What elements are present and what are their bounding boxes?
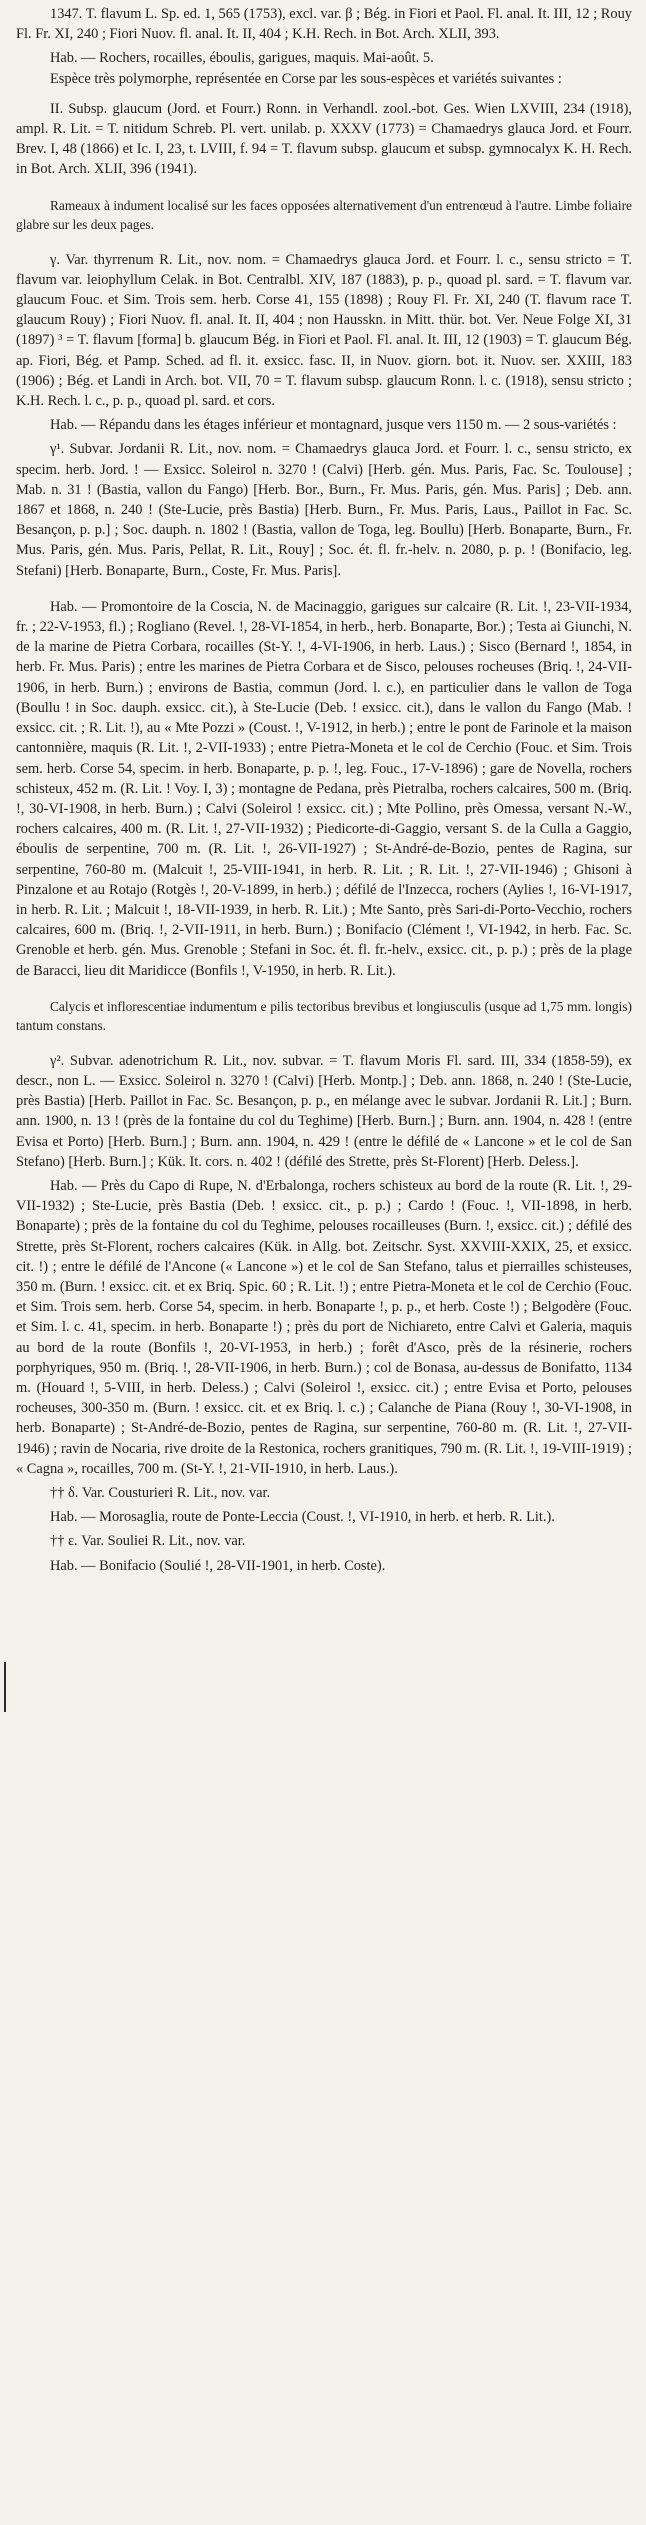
entry-1347-heading: 1347. T. flavum L. Sp. ed. 1, 565 (1753), excl. var. β ; Bég. in Fiori et Paol. Fl. anal. It. III, 12 ; Rouy Fl. Fr. XI, 240 ; Fiori Nuov. fl. anal. It. II, 404 ; K.H. Rech. in Bot. Arch. XLII, 393. — [16, 6, 632, 43]
subvar-adenotrichum-habitat: Hab. — Près du Capo di Rupe, N. d'Erbalonga, rochers schisteux au bord de la route (R. Lit. !, 29-VII-1932) ; Ste-Lucie, près Bastia (Deb. ! exsicc. cit., p. p.) ; Cardo ! (Fouc. !, VII-1898, in herb. Bonaparte) ; près de la fontaine du col du Teghime, pelouses rocailleuses (Burn. !, exsicc. cit.) ; défilé des Strette, près St-Florent, rochers calcaires (Kük. in Allg. bot. Zeitschr. Syst. XXVIII-XXIX, 25, et exsicc. cit. !) ; entre le défilé de l'Ancone (« Lancone ») et le col de San Stefano, talus et pierrailles schisteuses, 350 m. (Burn. ! exsicc. cit. et ex Briq. Spic. 60 ; R. Lit. !) ; entre Pietra-Moneta et le col de Cerchio (Fouc. et Sim. Trois sem. herb. Corse 54, specim. in herb. Bonaparte !, p. p., et herb. Coste !) ; Belgodère (Fouc. et Sim. l. c. 41, specim. in herb. Bonaparte !) ; près du port de Nichiareto, entre Calvi et Galeria, maquis au bord de la route (Bonfils !, 20-VI-1953, in herb.) ; forêt d'Asco, près de la résinerie, rochers porphyriques, 950 m. (Briq. !, 28-VII-1906, in herb. Burn.) ; col de Bonasa, au-dessus de Bonifatto, 1134 m. (Houard !, 5-VIII, in herb. Deless.) ; Calvi (Soleirol !, exsicc. cit.) ; entre Evisa et Porto, pelouses rocheuses, 300-350 m. (Burn. ! exsicc. cit. et ex Briq. l. c.) ; Calanche de Piana (Rouy !, 30-VI-1908, in herb. Bonaparte) ; St-André-de-Bozio, pentes de Ragina, sur serpentine, 760-80 m. (R. Lit. !, 27-VII-1946) ; ravin de Nocaria, rive droite de la Restonica, rochers granitiques, 790 m. (R. Lit. !, 19-VIII-1919) ; « Cagna », rocailles, 700 m. (St-Y. !, 21-VII-1910, in herb. Laus.). — [16, 1177, 632, 1477]
rameaux-description: Rameaux à indument localisé sur les faces opposées alternativement d'un entrenœud à l'autre. Limbe foliaire glabre sur les deux pages. — [16, 197, 632, 232]
var-thyrrenum: γ. Var. thyrrenum R. Lit., nov. nom. = Chamaedrys glauca Jord. et Fourr. l. c., sensu stricto = T. flavum var. leiophyllum Celak. in Bot. Centralbl. XIV, 187 (1883), p. p., quoad pl. sard. = T. flavum var. glaucum Fouc. et Sim. Trois sem. herb. Corse 41, 155 (1898) ; Rouy Fl. Fr. XI, 240 (T. flavum race T. glaucum Rouy) ; Fiori Nuov. fl. anal. It. II, 404 ; non Hausskn. in Mitt. thür. bot. Ver. Neue Folge XI, 31 (1897) ³ = T. flavum [forma] b. glaucum Bég. in Fiori et Paol. Fl. anal. It. III, 12 (1903) = T. glaucum Bég. ap. Fiori, Bég. et Pamp. Sched. ad fl. it. exsicc. fasc. II, in Nuov. giorn. bot. it. Nuov. ser. XXIII, 183 (1906) ; Bég. et Landi in Arch. bot. VII, 70 = T. flavum subsp. glaucum Ronn. l. c. (1918), sensu stricto ; K.H. Rech. l. c., p. p., quoad pl. sard. et cors. — [16, 251, 632, 410]
var-souliei: †† ε. Var. Souliei R. Lit., nov. var. — [50, 1533, 246, 1550]
subvar-jordanii: γ¹. Subvar. Jordanii R. Lit., nov. nom. = Chamaedrys glauca Jord. et Fourr. l. c., sensu stricto, ex specim. herb. Jord. ! — Exsicc. Soleirol n. 3270 ! (Calvi) [Herb. gén. Mus. Paris, Fac. Sc. Toulouse] ; Mab. n. 31 ! (Bastia, vallon du Fango) [Herb. Bor., Burn., Fr. Mus. Paris, gén. Mus. Paris] ; Deb. ann. 1867 et 1868, n. 240 ! (Ste-Lucie, près Bastia) [Herb. Burn., Fr. Mus. Paris, Laus., Paillot in Fac. Sc. Besançon, p. p.] ; Soc. dauph. n. 1802 ! (Bastia, vallon de Toga, leg. Boullu) [Herb. Bonaparte, Burn., Fr. Mus. Paris, gén. Mus. Paris, Pellat, R. Lit., Rouy] ; Soc. ét. fl. fr.-helv. n. 2080, p. p. ! (Bonifacio, leg. Stefani) [Herb. Bonaparte, Burn., Coste, Fr. Mus. Paris]. — [16, 441, 632, 579]
var-cousturieri: †† δ. Var. Cousturieri R. Lit., nov. var. — [50, 1485, 271, 1501]
subsp-glaucum: II. Subsp. glaucum (Jord. et Fourr.) Ronn. in Verhandl. zool.-bot. Ges. Wien LXVIII, 234 (1918), ampl. R. Lit. = T. nitidum Schreb. Pl. vert. unilab. p. XXXV (1773) = Chamaedrys glauca Jord. et Fourr. Brev. I, 48 (1866) et Ic. I, 23, t. LVIII, f. 94 = T. flavum subsp. glaucum et subsp. gymnocalyx K. H. Rech. in Bot. Arch. XLII, 396 (1941). — [16, 100, 632, 178]
calycis-description: Calycis et inflorescentiae indumentum e pilis tectoribus brevibus et longiusculis (usque ad 1,75 mm. longis) tantum constans. — [16, 998, 632, 1033]
subvar-jordanii-habitat: Hab. — Promontoire de la Coscia, N. de Macinaggio, garigues sur calcaire (R. Lit. !, 23-VII-1934, fr. ; 22-V-1953, fl.) ; Rogliano (Revel. !, 28-VI-1854, in herb., herb. Bonaparte, Bor.) ; Testa ai Giunchi, N. de la marine de Pietra Corbara, rocailles (St-Y. !, 4-VI-1906, in herb. Laus.) ; Sisco (Bernard !, 1854, in herb. Fr. Mus. Paris) ; entre les marines de Pietra Corbara et de Sisco, pelouses rocheuses (Briq. !, 24-VII-1906, in herb. Burn.) ; environs de Bastia, commun (Jord. l. c.), en particulier dans le vallon de Toga (Boullu ! in Soc. dauph. exsicc. cit.), à Ste-Lucie (Deb. ! exsicc. cit.), dans le vallon du Fango (Mab. ! exsicc. cit. ; R. Lit. !), au « Mte Pozzi » (Coust. !, V-1912, in herb.) ; entre le pont de Farinole et la maison cantonnière, maquis (R. Lit. !, 2-VII-1933) ; entre Pietra-Moneta et le col de Cerchio (Fouc. et Sim. Trois sem. herb. Corse 54, specim. in herb. Bonaparte, p. p. !, leg. Fouc., 17-V-1896) ; gare de Novella, rochers schisteux, 452 m. (R. Lit. ! Voy. I, 3) ; montagne de Pedana, près Pietralba, rochers calcaires, 500 m. (Briq. !, 30-VI-1908, in herb. Burn.) ; Calvi (Soleirol ! exsicc. cit.) ; Mte Pollino, près Omessa, versant N.-W., rochers calcaires, 400 m. (R. Lit. !, 27-VII-1932) ; Piedicorte-di-Gaggio, versant S. de la Culla a Gaggio, éboulis de serpentine, 700 m. (R. Lit. !, 26-VII-1927) ; St-André-de-Bozio, pentes de Ragina, sur serpentine, 760-80 m. (Malcuit !, 25-VIII-1941, in herb. R. Lit. ; R. Lit. !, 27-VII-1946) ; Ghisoni à Pinzalone et au Rotajo (Rotgès !, 20-V-1899, in herb.) ; défilé de l'Inzecca, rochers (Aylies !, 16-VI-1917, in herb. R. Lit. ; Malcuit !, 18-VII-1939, in herb. R. Lit.) ; Mte Santo, près Sari-di-Porto-Vecchio, rochers calcaires, 600 m. (Briq. !, 2-VII-1911, in herb. Burn.) ; Bonifacio (Clément !, VI-1942, in herb. Fac. Sc. Grenoble et herb. gén. Mus. Grenoble ; Stefani in Soc. ét. fl. fr.-helv., exsicc. cit., p. p.) ; près de la plage de Baracci, lieu dit Maridicce (Bonfils !, V-1950, in herb. R. Lit.). — [16, 598, 632, 979]
var-cousturieri-habitat: Hab. — Morosaglia, route de Ponte-Leccia (Coust. !, VI-1910, in herb. et herb. R. Lit.). — [50, 1509, 555, 1526]
var-thyrrenum-habitat: Hab. — Répandu dans les étages inférieur et montagnard, jusque vers 1150 m. — 2 sous-variétés : — [50, 417, 617, 434]
margin-rule — [4, 1662, 6, 1712]
polymorph-note: Espèce très polymorphe, représentée en Corse par les sous-espèces et variétés suivantes : — [50, 70, 562, 87]
subvar-adenotrichum: γ². Subvar. adenotrichum R. Lit., nov. subvar. = T. flavum Moris Fl. sard. III, 334 (1858-59), ex descr., non L. — Exsicc. Soleirol n. 3270 ! (Calvi) [Herb. Montp.] ; Deb. ann. 1868, n. 240 ! (Ste-Lucie, près Bastia) [Herb. Paillot in Fac. Sc. Besançon, p. p., en mélange avec le subvar. Jordanii R. Lit.] ; Burn. ann. 1900, n. 13 ! (près de la fontaine du col du Teghime) [Herb. Burn.] ; Burn. ann. 1904, n. 428 ! (entre Evisa et Porto) [Herb. Burn.] ; Burn. ann. 1904, n. 429 ! (entre le défilé de « Lancone » et le col de San Stefano) [Herb. Burn.] ; Kük. It. cors. n. 402 ! (défilé des Strette, près St-Florent) [Herb. Deless.]. — [16, 1052, 632, 1170]
var-souliei-habitat: Hab. — Bonifacio (Soulié !, 28-VII-1901, in herb. Coste). — [50, 1557, 386, 1574]
entry-1347-habitat: Hab. — Rochers, rocailles, éboulis, garigues, maquis. Mai-août. 5. — [50, 50, 434, 67]
